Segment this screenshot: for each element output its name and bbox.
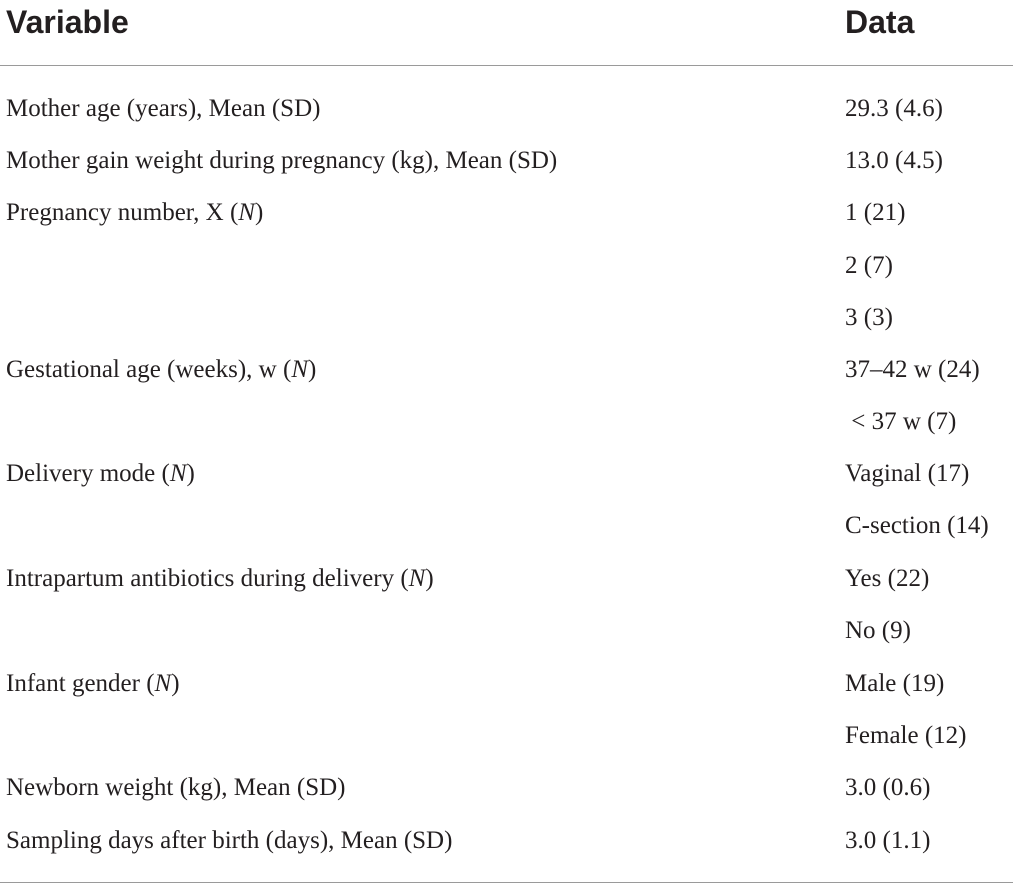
data-cell: 29.3 (4.6) [845,95,943,122]
data-cell: 3.0 (1.1) [845,827,931,854]
table-row [0,187,1017,239]
variable-cell: Mother gain weight during pregnancy (kg), Mean (SD) [6,147,558,174]
variable-cell: Infant gender (N) [6,670,180,697]
table-row [0,83,1017,135]
variable-cell: Mother age (years), Mean (SD) [6,95,321,122]
table-row [0,553,1017,605]
variable-cell: Newborn weight (kg), Mean (SD) [6,774,346,801]
variable-cell: Gestational age (weeks), w (N) [6,356,317,383]
table-header-row [0,0,1017,60]
table-row [0,396,1017,448]
table-row [0,658,1017,710]
header-variable: Variable [6,4,129,40]
data-cell: 2 (7) [845,252,893,279]
table-row [0,448,1017,500]
table-row [0,605,1017,657]
variable-cell: Delivery mode (N) [6,460,195,487]
data-cell: < 37 w (7) [845,408,957,435]
header-data: Data [845,4,915,40]
table-row [0,135,1017,187]
data-cell: 1 (21) [845,199,906,226]
data-cell: 37–42 w (24) [845,356,980,383]
table-row [0,344,1017,396]
table-bottom-rule [0,882,1013,883]
data-cell: Female (12) [845,722,967,749]
data-cell: 3 (3) [845,304,893,331]
variable-cell: Pregnancy number, X (N) [6,199,264,226]
data-cell: Vaginal (17) [845,460,970,487]
data-cell: Yes (22) [845,565,930,592]
data-cell: 3.0 (0.6) [845,774,931,801]
variable-cell: Intrapartum antibiotics during delivery (N) [6,565,434,592]
variable-cell: Sampling days after birth (days), Mean (SD) [6,827,453,854]
header-divider [0,65,1013,66]
data-cell: Male (19) [845,670,945,697]
table-row [0,500,1017,552]
table-row [0,292,1017,344]
table-row [0,240,1017,292]
data-cell: 13.0 (4.5) [845,147,943,174]
table-row [0,710,1017,762]
table-row [0,815,1017,867]
data-cell: No (9) [845,617,911,644]
table-row [0,762,1017,814]
data-cell: C-section (14) [845,512,989,539]
